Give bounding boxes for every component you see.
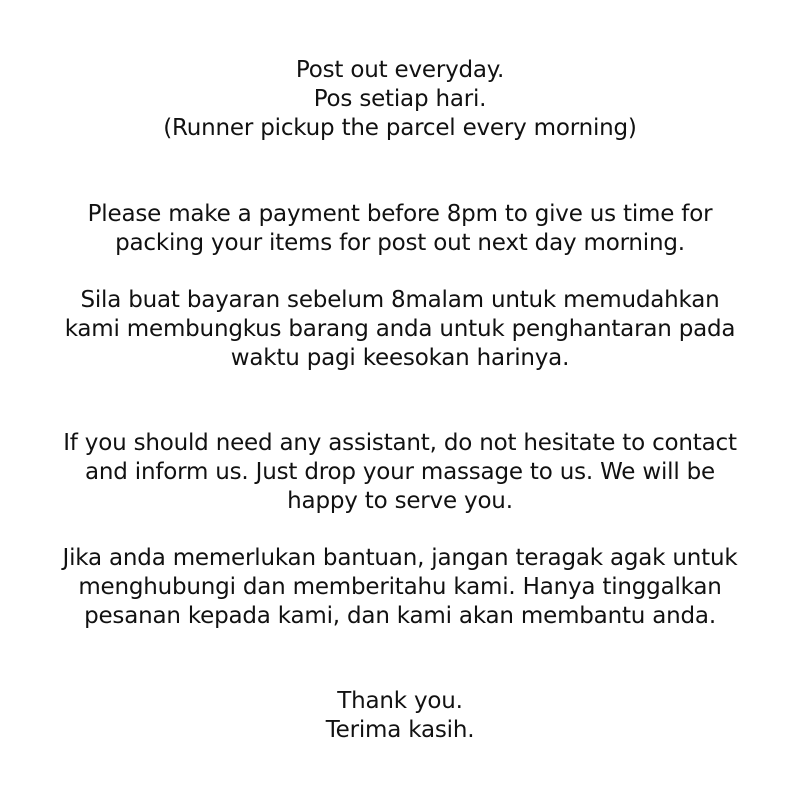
shipping-text-ms: Pos setiap hari. [313,86,487,112]
payment-text-ms-line1: Sila buat bayaran sebelum 8malam untuk memudahkan [80,287,720,313]
payment-text-en-line2: packing your items for post out next day morning. [115,230,685,256]
closing-text-ms: Terima kasih. [325,717,475,743]
assist-text-en-line2: and inform us. Just drop your massage to us. We will be [84,459,715,485]
payment-text-ms-line2: kami membungkus barang anda untuk penghantaran pada [64,316,736,342]
payment-text-ms-line3: waktu pagi keesokan harinya. [230,345,570,371]
assist-text-ms-line3: pesanan kepada kami, dan kami akan membantu anda. [84,603,716,629]
closing-text-en: Thank you. [337,688,463,714]
shipping-note: (Runner pickup the parcel every morning) [163,115,637,141]
assist-text-ms-line1: Jika anda memerlukan bantuan, jangan teragak agak untuk [62,545,738,571]
payment-text-en-line1: Please make a payment before 8pm to give us time for [87,201,713,227]
assist-text-en-line1: If you should need any assistant, do not hesitate to contact [63,430,737,456]
assist-text-en-line3: happy to serve you. [287,488,513,514]
shipping-text-en: Post out everyday. [295,57,505,83]
assist-text-ms-line2: menghubungi dan memberitahu kami. Hanya tinggalkan [78,574,722,600]
